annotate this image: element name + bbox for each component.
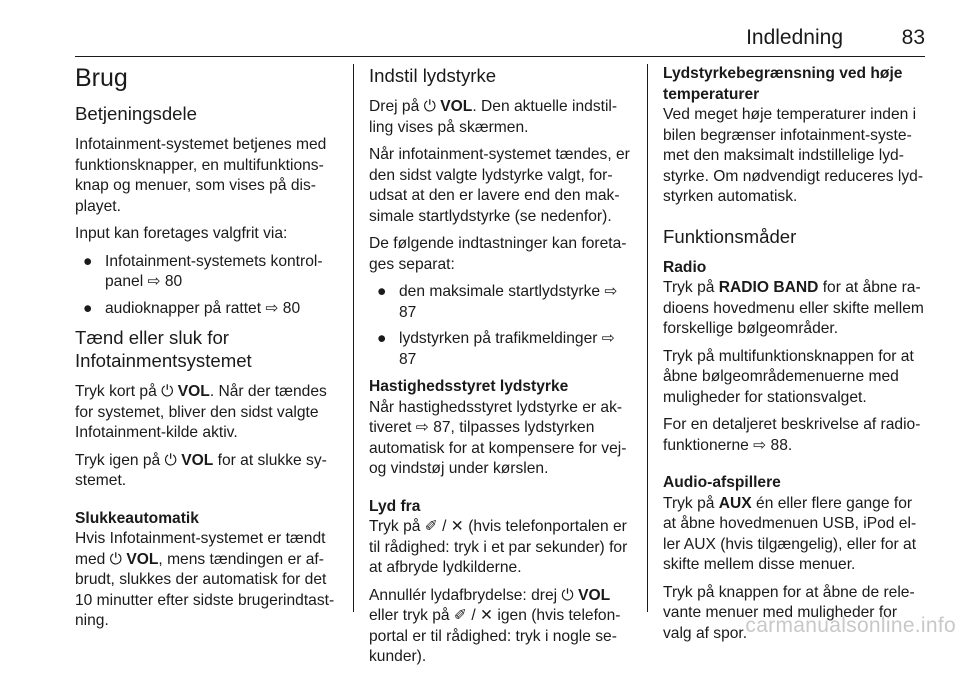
- column-2: [369, 64, 631, 675]
- subheading-radio: Radio: [663, 258, 707, 276]
- watermark: carmanualsonline.info: [745, 614, 956, 637]
- paragraph: Ved meget høje temperaturer inden i bilen begrænser infotainment-systemet den maksimalt indstillelige lydstyrke. Om nødvendigt reduceres lydstyrken automatisk.: [663, 106, 924, 205]
- subheading-mute: Lyd fra: [369, 497, 421, 515]
- list-item-text: Infotainment-systemets kontrolpanel ⇨ 80: [105, 252, 323, 290]
- paragraph: Når hastighedsstyret lydstyrke er aktiveret ⇨ 87, tilpasses lydstyrken automatisk for at kompensere for vej- og vindstøj under kørslen.: [369, 398, 627, 477]
- list-item-text: den maksimale startlydstyrke ⇨ 87: [399, 283, 618, 321]
- paragraph: For en detaljeret beskrivelse af radiofunktionerne ⇨ 88.: [663, 416, 921, 454]
- heading-controls: Betjeningsdele: [75, 103, 197, 124]
- column-divider-1: [353, 64, 354, 612]
- paragraph: De følgende indtastninger kan foretages separat:: [369, 235, 627, 273]
- header-divider: [75, 56, 925, 57]
- list-item-text: audioknapper på rattet ⇨ 80: [105, 299, 301, 317]
- section-title: Indledning: [746, 26, 843, 49]
- subheading-audio-players: Audio-afspillere: [663, 474, 781, 491]
- bullet-icon: ●: [83, 252, 93, 270]
- paragraph: Tryk på AUX én eller flere gange for at åbne hovedmenuen USB, iPod eller AUX (hvis tilgængelig), eller for at skifte mellem disse menuer.: [663, 494, 917, 573]
- column-divider-2: [647, 64, 648, 612]
- bullet-list: [369, 282, 631, 370]
- list-item: [369, 282, 631, 323]
- paragraph: Tryk på ✐ / ✕ (hvis telefonportalen er til rådighed: tryk i et par sekunder) for at afbryde lydkilderne.: [369, 518, 628, 576]
- subheading-auto-off: Slukkeautomatik: [75, 509, 199, 527]
- list-item: [75, 299, 337, 320]
- heading-volume: Indstil lydstyrke: [369, 65, 497, 86]
- bullet-icon: ●: [377, 283, 387, 300]
- heading-on-off: Tænd eller sluk for Infotainmentsystemet: [75, 327, 252, 371]
- chapter-heading: Brug: [75, 64, 128, 92]
- paragraph: Drej på ⏻ VOL. Den aktuelle indstilling vises på skærmen.: [369, 98, 618, 136]
- bullet-icon: ●: [83, 299, 93, 317]
- list-item: [75, 252, 337, 293]
- subheading-speed-volume: Hastighedsstyret lydstyrke: [369, 378, 569, 395]
- bullet-icon: ●: [377, 330, 387, 347]
- column-1: [75, 64, 337, 639]
- heading-modes: Funktionsmåder: [663, 225, 797, 247]
- page-number: 83: [901, 26, 925, 49]
- paragraph: Annullér lydafbrydelse: drej ⏻ VOL eller tryk på ✐ / ✕ igen (hvis telefonportal er til rådighed: tryk i nogle sekunder).: [369, 586, 621, 665]
- column-3: [663, 64, 925, 651]
- bullet-list: [75, 252, 337, 320]
- list-item-text: lydstyrken på trafikmeldinger ⇨ 87: [399, 330, 615, 368]
- paragraph: Tryk på multifunktionsknappen for at åbne bølgeområdemenuerne med muligheder for stationsvalget.: [663, 347, 914, 406]
- paragraph: Tryk kort på ⏻ VOL. Når der tændes for systemet, bliver den sidst valgte Infotainment-kilde aktiv.: [75, 383, 327, 441]
- paragraph: Tryk igen på ⏻ VOL for at slukke systemet.: [75, 451, 327, 489]
- subheading-temp-limit: Lydstyrkebegrænsning ved høje temperaturer: [663, 65, 903, 103]
- paragraph: Tryk på knappen for at åbne de relevante menuer med muligheder for valg af spor.: [663, 583, 915, 642]
- paragraph: Hvis Infotainment-systemet er tændt med ⏻ VOL, mens tændingen er afbrudt, slukkes der automatisk for det 10 minutter efter sidste brugerindtastning.: [75, 530, 335, 629]
- paragraph: Når infotainment-systemet tændes, er den sidst valgte lydstyrke valgt, forudsat at den er lavere end den maksimale startlydstyrke (se nedenfor).: [369, 146, 630, 225]
- page-header: [75, 22, 925, 54]
- paragraph: Infotainment-systemet betjenes med funktionsknapper, en multifunktionsknap og menuer, som vises på displayet.: [75, 136, 327, 215]
- paragraph: Input kan foretages valgfrit via:: [75, 225, 288, 242]
- paragraph: Tryk på RADIO BAND for at åbne radioens hovedmenu eller skifte mellem forskellige bølgeområder.: [663, 279, 924, 337]
- list-item: [369, 329, 631, 370]
